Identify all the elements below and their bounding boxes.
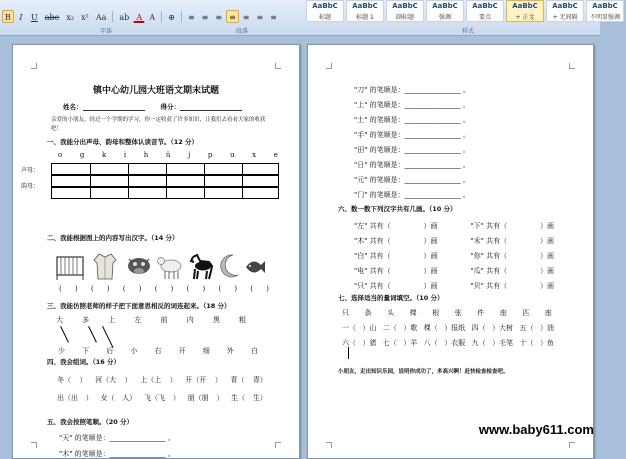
grid-divider bbox=[90, 176, 91, 186]
stroke-count-row bbox=[354, 281, 554, 291]
measure-word-option: 匹 bbox=[522, 309, 530, 317]
count-blank[interactable]: ）画 bbox=[423, 282, 438, 290]
style-tile[interactable] bbox=[306, 0, 344, 22]
pinyin-letter: u bbox=[230, 151, 235, 159]
pinyin-letter: p bbox=[207, 151, 213, 159]
measure-word-blank[interactable]: 五（ bbox=[519, 324, 534, 332]
word-blank[interactable]: ） bbox=[214, 376, 222, 384]
count-blank[interactable]: "下" 共有（ bbox=[470, 222, 508, 230]
style-tile[interactable] bbox=[506, 0, 544, 22]
style-tile[interactable] bbox=[386, 0, 424, 22]
name-field[interactable] bbox=[63, 102, 145, 111]
opposite-char-bottom[interactable]: 开 bbox=[178, 347, 186, 355]
change-case-button[interactable]: Aa bbox=[95, 12, 107, 22]
grid-divider bbox=[166, 188, 167, 198]
crib-image bbox=[55, 251, 85, 281]
word-blank[interactable]: 上（上 bbox=[140, 376, 162, 384]
stroke-item: "元" 的笔顺是：________________ 。 bbox=[354, 176, 470, 184]
measure-word-options bbox=[342, 308, 552, 318]
count-blank[interactable]: ）画 bbox=[539, 267, 554, 275]
toolbar-separator bbox=[112, 11, 113, 22]
stroke-item: "门" 的笔顺是：________________ 。 bbox=[354, 191, 470, 199]
grid-divider bbox=[204, 188, 205, 198]
measure-word-row-1 bbox=[342, 323, 554, 333]
opposite-char-top[interactable]: 大 bbox=[56, 316, 63, 324]
style-tile[interactable] bbox=[426, 0, 464, 22]
measure-word-blank[interactable]: ）衣服 bbox=[444, 339, 466, 347]
measure-word-option: 头 bbox=[387, 309, 395, 317]
initials-grid[interactable] bbox=[51, 163, 279, 175]
example-connection-line bbox=[60, 326, 69, 343]
superscript-button[interactable]: x² bbox=[81, 12, 89, 22]
stroke-item: "上" 的笔顺是：________________ 。 bbox=[354, 101, 470, 109]
font-color-button[interactable]: A bbox=[133, 10, 145, 23]
opposite-char-top[interactable]: 左 bbox=[134, 316, 142, 324]
count-blank[interactable]: ）画 bbox=[423, 222, 438, 230]
stroke-item: "土" 的笔顺是：________________ 。 bbox=[354, 116, 470, 124]
word-blank[interactable]: 生） bbox=[252, 394, 267, 402]
opposite-char-bottom[interactable]: 细 bbox=[202, 347, 210, 355]
count-blank[interactable]: "瓜" 共有（ bbox=[470, 267, 508, 275]
word-blank[interactable]: ） bbox=[169, 376, 177, 384]
grid-divider bbox=[128, 164, 129, 174]
score-label: 得分： bbox=[160, 103, 180, 111]
word-blank[interactable]: 青） bbox=[252, 376, 267, 384]
pinyin-letter: j bbox=[188, 151, 191, 159]
word-blank[interactable]: ） bbox=[124, 376, 132, 384]
toolbar-separator bbox=[161, 11, 162, 22]
grid-divider bbox=[204, 176, 205, 186]
section-7-heading: 七、选择适当的量词填空。（10 分） bbox=[338, 294, 444, 302]
answer-blank[interactable]: ( bbox=[90, 285, 94, 293]
opposite-char-top[interactable]: 黑 bbox=[212, 316, 220, 324]
measure-word-option: 只 bbox=[342, 309, 349, 317]
style-label: 要点 bbox=[478, 14, 491, 21]
section-4-heading: 四、我会组词。（16 分） bbox=[47, 358, 121, 366]
measure-word-blank[interactable]: 六（ bbox=[342, 339, 356, 347]
measure-word-option: 座 bbox=[499, 309, 507, 317]
opposite-char-bottom[interactable]: 下 bbox=[82, 347, 90, 355]
style-label: + 正文 bbox=[515, 14, 535, 21]
style-label: 不明显强调 bbox=[589, 14, 620, 21]
answer-blank[interactable]: ) bbox=[138, 285, 142, 293]
grid-divider bbox=[128, 188, 129, 198]
measure-word-blank[interactable]: ）大树 bbox=[492, 324, 514, 332]
answer-blank[interactable]: ( bbox=[186, 285, 190, 293]
opposite-char-bottom[interactable]: 白 bbox=[251, 347, 258, 355]
count-blank[interactable]: "禾" 共有（ bbox=[470, 237, 508, 245]
word-blank[interactable]: 女（ bbox=[100, 394, 115, 402]
measure-word-blank[interactable]: ）歌 bbox=[403, 324, 418, 332]
count-blank[interactable]: ）画 bbox=[539, 252, 554, 260]
style-tile[interactable] bbox=[346, 0, 384, 22]
pinyin-letter: ü bbox=[165, 151, 171, 159]
measure-word-blank[interactable]: 四（ bbox=[471, 324, 486, 332]
opposite-char-bottom[interactable]: 小 bbox=[130, 347, 138, 355]
bottom-char-row bbox=[58, 346, 258, 356]
measure-word-blank[interactable]: 九（ bbox=[471, 339, 486, 347]
count-blank[interactable]: "电" 共有（ bbox=[354, 267, 391, 275]
finals-grid[interactable] bbox=[51, 187, 279, 199]
stroke-count-row bbox=[354, 221, 554, 231]
pinyin-letter: g bbox=[79, 151, 85, 159]
answer-blank[interactable]: ( bbox=[250, 285, 253, 293]
measure-word-blank[interactable]: ）油 bbox=[539, 324, 554, 332]
toolbar-separator bbox=[181, 11, 182, 22]
highlight-button[interactable]: ab bbox=[119, 12, 130, 22]
margin-corner-mark bbox=[31, 63, 37, 69]
style-label: 副标题 bbox=[395, 14, 414, 21]
opposite-char-top[interactable]: 粗 bbox=[238, 316, 246, 324]
opposite-char-top[interactable]: 多 bbox=[82, 316, 90, 324]
stroke-item-tian: "天" 的笔顺是：________________ 。 bbox=[59, 434, 175, 442]
word-row-1 bbox=[57, 375, 267, 385]
style-sample: AaBbC bbox=[592, 2, 618, 10]
word-blank[interactable]: ） bbox=[79, 376, 87, 384]
section-3-heading: 三、我能仿照老师的样子把下面意思相反的词连起来。（18 分） bbox=[47, 302, 231, 310]
margin-corner-mark bbox=[569, 63, 575, 69]
align-center-icon[interactable]: ≡ bbox=[201, 12, 209, 22]
pinyin-letter: k bbox=[101, 151, 107, 159]
name-score-row bbox=[63, 102, 242, 111]
answer-blank[interactable]: ) bbox=[202, 285, 206, 293]
style-tile[interactable] bbox=[466, 0, 504, 22]
pinyin-letters bbox=[58, 151, 278, 159]
page-title: 镇中心幼儿园大班语文期末试题 bbox=[92, 86, 219, 96]
site-watermark: www.baby611.com bbox=[478, 422, 594, 437]
answer-blank[interactable]: ( bbox=[154, 285, 158, 293]
answer-blank[interactable]: ) bbox=[170, 285, 174, 293]
font-group-label: 字体 bbox=[100, 28, 113, 35]
measure-word-row-2 bbox=[342, 338, 554, 348]
example-connection-line bbox=[88, 326, 97, 343]
answer-blank[interactable]: ) bbox=[266, 285, 269, 293]
styles-gallery bbox=[306, 0, 626, 24]
initials-grid-2[interactable] bbox=[51, 175, 279, 187]
pinyin-letter: e bbox=[273, 151, 278, 159]
section-6-heading: 六、数一数下列汉字共有几画。（10 分） bbox=[338, 205, 457, 213]
ribbon-toolbar bbox=[0, 0, 620, 36]
stroke-count-row bbox=[354, 236, 554, 246]
style-sample: AaBbC bbox=[432, 2, 458, 10]
measure-word-blank[interactable]: 十（ bbox=[519, 339, 534, 347]
underline-button[interactable]: U bbox=[31, 12, 38, 22]
measure-word-option: 件 bbox=[477, 309, 485, 317]
measure-word-option: 棵 bbox=[409, 309, 417, 317]
example-connection-line bbox=[102, 326, 113, 348]
subscript-button[interactable]: x₂ bbox=[66, 12, 75, 22]
borders-icon[interactable]: ≡ bbox=[270, 12, 277, 22]
count-blank[interactable]: ）画 bbox=[539, 222, 554, 230]
style-label: 标题 1 bbox=[356, 14, 374, 21]
opposite-char-top[interactable]: 上 bbox=[108, 316, 116, 324]
finals-label: 韵母： bbox=[21, 183, 40, 190]
moon-image bbox=[219, 251, 241, 281]
answer-blank[interactable]: ) bbox=[106, 285, 110, 293]
measure-word-option: 张 bbox=[454, 309, 462, 317]
word-blank[interactable]: 出（出 bbox=[57, 394, 78, 402]
count-blank[interactable]: "左" 共有（ bbox=[354, 222, 391, 230]
stroke-item: "刀" 的笔顺是：________________ 。 bbox=[354, 86, 470, 94]
document-page-2[interactable] bbox=[307, 44, 594, 459]
stroke-item-mu: "木" 的笔顺是：________________ 。 bbox=[59, 450, 175, 458]
measure-word-blank[interactable]: 二（ bbox=[382, 324, 397, 332]
word-blank[interactable]: ） bbox=[216, 394, 224, 402]
grid-divider bbox=[242, 188, 243, 198]
opposite-char-top[interactable]: 前 bbox=[160, 316, 168, 324]
measure-word-option: 座 bbox=[544, 309, 552, 317]
measure-word-blank[interactable]: ）猪 bbox=[362, 339, 377, 347]
align-right-icon[interactable]: ≡ bbox=[215, 12, 223, 22]
answer-blank[interactable]: ) bbox=[74, 285, 78, 293]
measure-word-blank[interactable]: ）鱼 bbox=[539, 339, 554, 347]
document-page-1[interactable] bbox=[12, 44, 300, 459]
shading-icon[interactable]: ≡ bbox=[256, 12, 264, 22]
style-label: 强调 bbox=[438, 14, 451, 21]
style-sample: AaBbC bbox=[312, 2, 338, 10]
word-blank[interactable]: 冬（ bbox=[57, 376, 71, 384]
align-left-icon[interactable]: ≡ bbox=[187, 12, 195, 22]
coat-image bbox=[92, 251, 118, 281]
justify-icon[interactable]: ≡ bbox=[226, 10, 239, 23]
stroke-item: "日" 的笔顺是：________________ 。 bbox=[354, 161, 470, 169]
italic-button[interactable]: I bbox=[19, 12, 23, 22]
measure-word-option: 条 bbox=[364, 309, 372, 317]
style-tile[interactable] bbox=[586, 0, 624, 22]
stroke-item: "田" 的笔顺是：________________ 。 bbox=[354, 146, 470, 154]
count-blank[interactable]: "贝" 共有（ bbox=[470, 282, 508, 290]
closing-message: 小朋友，走出知识乐园，说明你成功了，多高兴啊！赶快检查检查吧。 bbox=[338, 369, 509, 375]
measure-word-blank[interactable]: 七（ bbox=[382, 339, 397, 347]
grid-divider bbox=[242, 176, 243, 186]
grid-divider bbox=[166, 164, 167, 174]
grid-divider bbox=[90, 188, 91, 198]
answer-blank[interactable]: ( bbox=[218, 285, 222, 293]
style-tile[interactable] bbox=[546, 0, 584, 22]
answer-blank[interactable]: ( bbox=[122, 285, 126, 293]
paragraph-group-label: 段落 bbox=[236, 28, 249, 35]
initials-label: 声母： bbox=[21, 167, 40, 174]
pinyin-letter: i bbox=[123, 151, 127, 159]
word-blank[interactable]: 人） bbox=[122, 394, 137, 402]
style-label: 标题 bbox=[318, 14, 331, 21]
count-blank[interactable]: ）画 bbox=[423, 267, 438, 275]
grid-divider bbox=[128, 176, 129, 186]
char-shading-button[interactable]: A bbox=[149, 12, 156, 22]
count-blank[interactable]: ）画 bbox=[539, 237, 554, 245]
pinyin-letter: h bbox=[143, 151, 149, 159]
margin-corner-mark bbox=[326, 442, 332, 448]
count-blank[interactable]: "你" 共有（ bbox=[470, 252, 508, 260]
count-blank[interactable]: "木" 共有（ bbox=[354, 237, 391, 245]
grid-divider bbox=[166, 176, 167, 186]
word-blank[interactable]: ） bbox=[85, 394, 93, 402]
measure-word-blank[interactable]: ）羊 bbox=[403, 339, 418, 347]
text-cursor bbox=[348, 347, 349, 359]
opposite-char-bottom[interactable]: 外 bbox=[226, 347, 234, 355]
style-sample: AaBbC bbox=[392, 2, 418, 10]
stroke-item: "手" 的笔顺是：________________ 。 bbox=[354, 131, 470, 139]
margin-corner-mark bbox=[31, 442, 37, 448]
margin-corner-mark bbox=[569, 442, 575, 448]
bold-button[interactable]: B bbox=[2, 10, 14, 23]
count-blank[interactable]: "白" 共有（ bbox=[354, 252, 391, 260]
pinyin-letter: o bbox=[58, 151, 63, 159]
grid-divider bbox=[90, 164, 91, 174]
pinyin-letter: x bbox=[252, 151, 257, 159]
measure-word-blank[interactable]: ）报纸 bbox=[444, 324, 466, 332]
strikethrough-button[interactable]: abe bbox=[44, 12, 60, 22]
stroke-count-row bbox=[354, 266, 554, 276]
top-char-row bbox=[56, 315, 246, 325]
count-blank[interactable]: ）画 bbox=[539, 282, 554, 290]
measure-word-option: 根 bbox=[432, 309, 440, 317]
enclose-char-button[interactable]: ⊕ bbox=[168, 12, 175, 22]
word-blank[interactable]: 青（ bbox=[230, 376, 245, 384]
word-row-2 bbox=[57, 393, 267, 403]
section-5-heading: 五、我会按照笔顺。（20 分） bbox=[47, 418, 134, 426]
word-blank[interactable]: 河（大 bbox=[95, 376, 117, 384]
fish-image bbox=[243, 251, 267, 281]
picture-answer-blanks bbox=[59, 285, 269, 293]
stroke-count-row bbox=[354, 251, 554, 261]
word-blank[interactable]: 开（开 bbox=[185, 376, 207, 384]
section-1-heading: 一、我能分出声母、韵母和整体认读音节。（12 分） bbox=[47, 138, 199, 146]
measure-word-blank[interactable]: 八（ bbox=[423, 339, 438, 347]
font-format-row bbox=[0, 9, 280, 23]
name-label: 姓名： bbox=[63, 103, 83, 111]
count-blank[interactable]: ）画 bbox=[423, 252, 438, 260]
horse-image bbox=[187, 251, 215, 281]
measure-word-blank[interactable]: 一（ bbox=[342, 324, 356, 332]
measure-word-blank[interactable]: ）山 bbox=[362, 324, 377, 332]
style-sample: AaBbC bbox=[352, 2, 378, 10]
styles-group-label: 样式 bbox=[462, 28, 475, 35]
measure-word-blank[interactable]: 棵（ bbox=[423, 324, 438, 332]
word-blank[interactable]: 生（ bbox=[231, 394, 246, 402]
cattle-image bbox=[126, 251, 152, 281]
answer-blank[interactable]: ) bbox=[234, 285, 238, 293]
opposite-char-bottom[interactable]: 后 bbox=[106, 347, 114, 355]
grid-divider bbox=[204, 164, 205, 174]
opposite-char-bottom[interactable]: 右 bbox=[154, 347, 162, 355]
style-sample: AaBbC bbox=[552, 2, 578, 10]
opposite-char-bottom[interactable]: 少 bbox=[58, 347, 65, 355]
word-blank[interactable]: 朋（朋 bbox=[187, 394, 209, 402]
margin-corner-mark bbox=[275, 442, 281, 448]
answer-blank[interactable]: ( bbox=[59, 285, 62, 293]
goat-image bbox=[155, 251, 185, 281]
style-sample: AaBbC bbox=[472, 2, 498, 10]
intro-text: 亲爱的小朋友，经过一个学期的学习，你一定收获了许多知识，让我们去看看大家的收获吧！ bbox=[51, 117, 266, 132]
measure-word-blank[interactable]: ）毛笔 bbox=[492, 339, 514, 347]
margin-corner-mark bbox=[326, 63, 332, 69]
word-blank[interactable]: 飞（飞 bbox=[144, 394, 166, 402]
margin-corner-mark bbox=[275, 63, 281, 69]
section-2-heading: 二、我能根据图上的内容写出汉字。（14 分） bbox=[47, 234, 179, 242]
style-sample: AaBbC bbox=[512, 2, 538, 10]
word-blank[interactable]: ） bbox=[172, 394, 180, 402]
grid-divider bbox=[242, 164, 243, 174]
line-spacing-icon[interactable]: ≡ bbox=[242, 12, 250, 22]
opposite-char-top[interactable]: 内 bbox=[186, 316, 194, 324]
count-blank[interactable]: ）画 bbox=[423, 237, 438, 245]
score-field[interactable] bbox=[161, 102, 243, 111]
style-label: + 无间隔 bbox=[552, 14, 578, 21]
count-blank[interactable]: "只" 共有（ bbox=[354, 282, 391, 290]
